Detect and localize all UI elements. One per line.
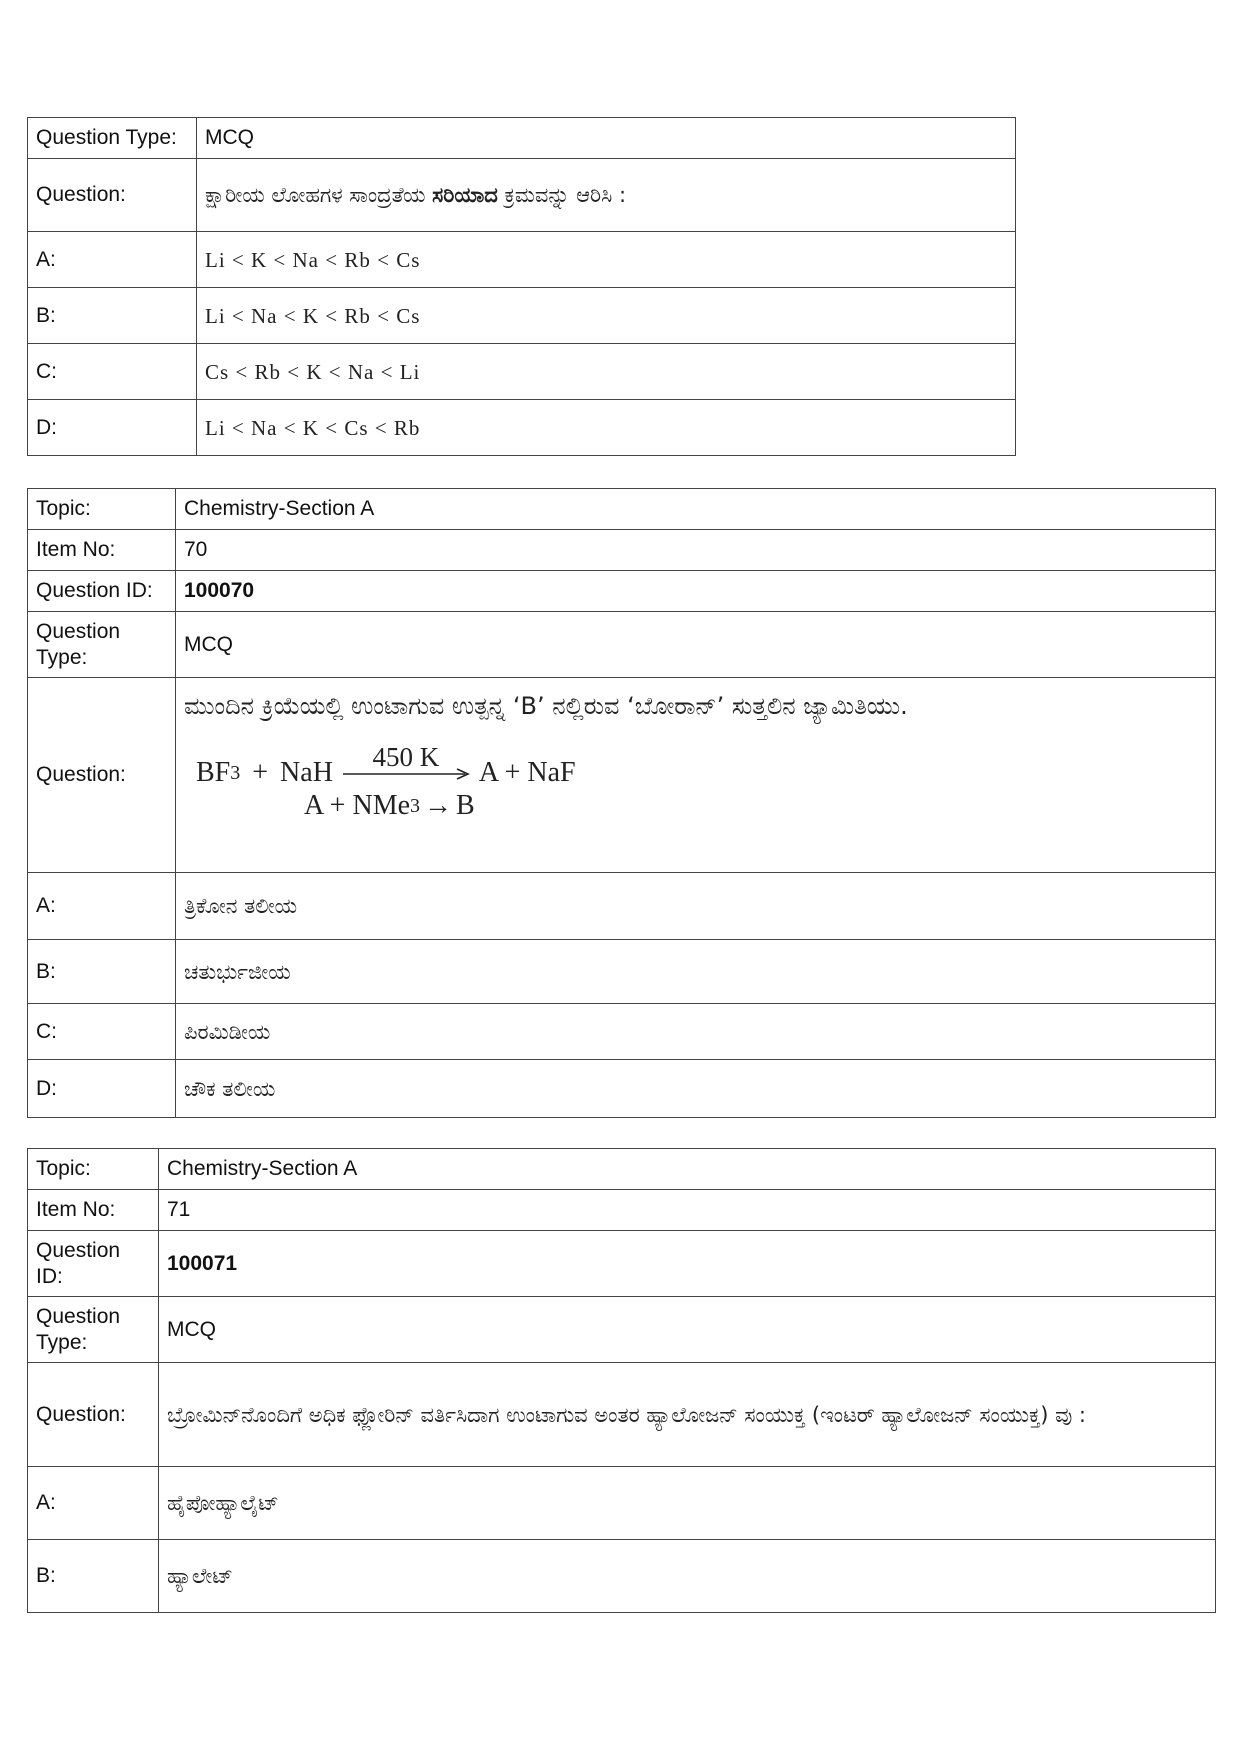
topic-label: Topic: bbox=[28, 489, 176, 530]
question-id-label: Question ID: bbox=[28, 1231, 159, 1297]
question-table-1 bbox=[27, 117, 1016, 456]
question-text: ಮುಂದಿನ ಕ್ರಿಯೆಯಲ್ಲಿ ಉಂಟಾಗುವ ಉತ್ಪನ್ನ ‘B’ ನಲ್ಲಿರುವ ‘ಬೋರಾನ್’ ಸುತ್ತಲಿನ ಜ್ಯಾಮಿತಿಯು. bbox=[184, 692, 908, 720]
option-a-text: ತ್ರಿಕೋನ ತಲೀಯ bbox=[176, 873, 1216, 940]
question-id-value: 100071 bbox=[159, 1231, 1216, 1297]
question-type-label: Question Type: bbox=[28, 118, 197, 159]
question-label: Question: bbox=[28, 1363, 159, 1467]
question-text: ಬ್ರೋಮಿನ್‌ನೊಂದಿಗೆ ಅಧಿಕ ಫ್ಲೋರಿನ್ ವರ್ತಿಸಿದಾಗ ಉಂಟಾಗುವ ಅಂತರ ಹ್ಯಾಲೋಜನ್ ಸಂಯುಕ್ತ (ಇಂಟರ್ ಹ್ಯಾಲೋಜನ್ ಸಂಯುಕ್ತ) ವು : bbox=[159, 1363, 1216, 1467]
question-label: Question: bbox=[28, 159, 197, 232]
plus-sign: + bbox=[252, 757, 269, 788]
arrow-icon bbox=[341, 768, 471, 780]
item-no-value: 71 bbox=[159, 1190, 1216, 1231]
option-b-text: ಹ್ಯಾಲೇಟ್ bbox=[159, 1540, 1216, 1613]
option-a-text: Li < K < Na < Rb < Cs bbox=[197, 232, 1016, 288]
question-type-value: MCQ bbox=[197, 118, 1016, 159]
question-type-value: MCQ bbox=[159, 1297, 1216, 1363]
question-type-label: Question Type: bbox=[28, 1297, 159, 1363]
reactant-bf3: BF bbox=[196, 757, 231, 788]
question-table-2 bbox=[27, 488, 1216, 1118]
option-c-label: C: bbox=[28, 1004, 176, 1060]
option-b-label: B: bbox=[28, 288, 197, 344]
option-d-label: D: bbox=[28, 400, 197, 456]
question-type-label: Question Type: bbox=[28, 612, 176, 678]
reactant-nah: NaH bbox=[280, 757, 333, 788]
reaction-equation bbox=[184, 744, 1207, 826]
option-b-label: B: bbox=[28, 940, 176, 1004]
question-id-value: 100070 bbox=[176, 571, 1216, 612]
question-label: Question: bbox=[28, 678, 176, 873]
topic-value: Chemistry-Section A bbox=[176, 489, 1216, 530]
product-b: B bbox=[456, 790, 475, 821]
item-no-label: Item No: bbox=[28, 1190, 159, 1231]
option-c-text: ಪಿರಮಿಡೀಯ bbox=[176, 1004, 1216, 1060]
reaction-arrow bbox=[341, 744, 471, 786]
reactants-2: A + NMe bbox=[304, 790, 411, 821]
item-no-label: Item No: bbox=[28, 530, 176, 571]
option-b-label: B: bbox=[28, 1540, 159, 1613]
option-a-text: ಹೈಪೋಹ್ಯಾಲೈಟ್ bbox=[159, 1467, 1216, 1540]
option-d-text: ಚೌಕ ತಲೀಯ bbox=[176, 1060, 1216, 1118]
reaction-condition: 450 K bbox=[372, 742, 440, 772]
question-body bbox=[176, 678, 1216, 873]
question-type-value: MCQ bbox=[176, 612, 1216, 678]
option-c-label: C: bbox=[28, 344, 197, 400]
option-a-label: A: bbox=[28, 873, 176, 940]
reactant-bf3-sub: 3 bbox=[230, 762, 241, 784]
products-1: A + NaF bbox=[478, 757, 576, 788]
question-table-3 bbox=[27, 1148, 1216, 1613]
reactants-2-sub: 3 bbox=[410, 795, 421, 817]
question-text: ಕ್ಷಾರೀಯ ಲೋಹಗಳ ಸಾಂದ್ರತೆಯ ಸರಿಯಾದ ಕ್ರಮವನ್ನು ಆರಿಸಿ : bbox=[197, 159, 1016, 232]
item-no-value: 70 bbox=[176, 530, 1216, 571]
option-b-text: ಚತುರ್ಭುಜೀಯ bbox=[176, 940, 1216, 1004]
reaction-arrow-2: → bbox=[424, 790, 453, 821]
topic-label: Topic: bbox=[28, 1149, 159, 1190]
option-a-label: A: bbox=[28, 232, 197, 288]
option-d-text: Li < Na < K < Cs < Rb bbox=[197, 400, 1016, 456]
question-id-label: Question ID: bbox=[28, 571, 176, 612]
option-d-label: D: bbox=[28, 1060, 176, 1118]
option-b-text: Li < Na < K < Rb < Cs bbox=[197, 288, 1016, 344]
option-c-text: Cs < Rb < K < Na < Li bbox=[197, 344, 1016, 400]
topic-value: Chemistry-Section A bbox=[159, 1149, 1216, 1190]
option-a-label: A: bbox=[28, 1467, 159, 1540]
